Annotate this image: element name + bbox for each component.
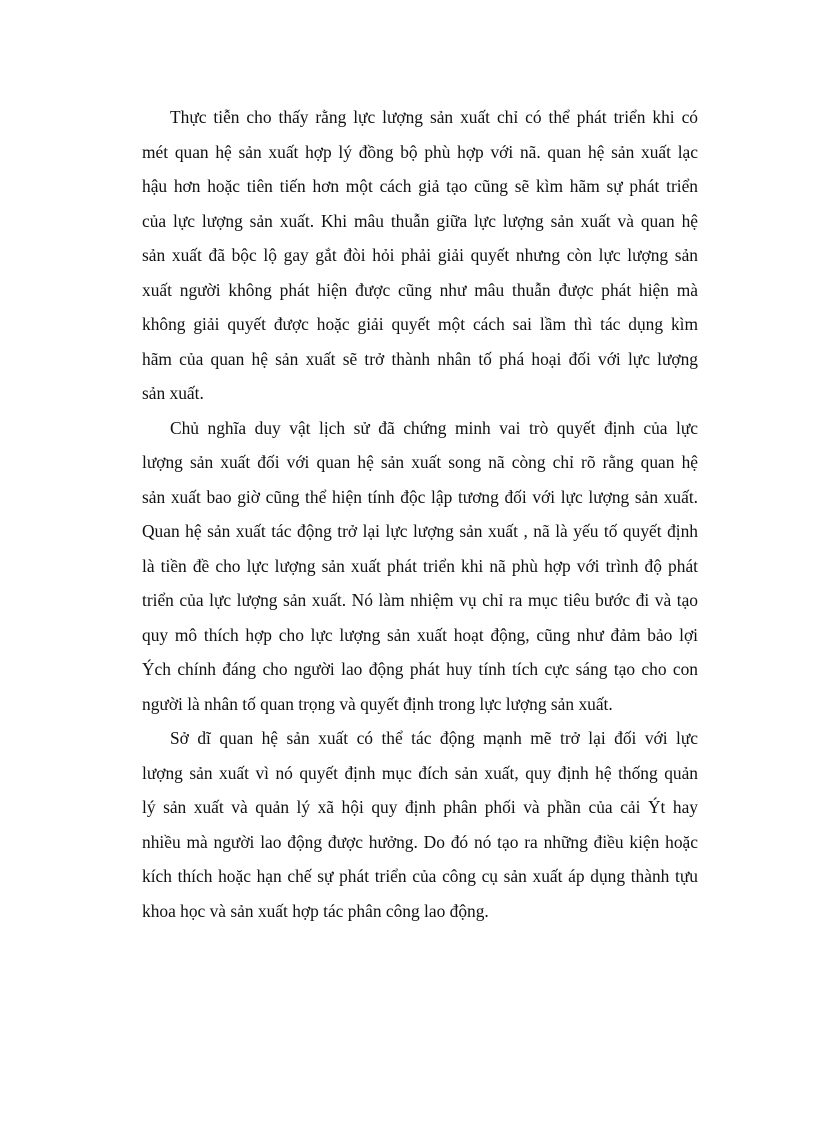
paragraph-line: kích thích hoặc hạn chế sự phát triển của công cụ sản xuất áp dụng thành tựu bbox=[142, 866, 698, 886]
paragraph-line: hậu hơn hoặc tiên tiến hơn một cách giả tạo cũng sẽ kìm hãm sự phát triển bbox=[142, 176, 698, 196]
paragraph-line: Quan hệ sản xuất tác động trở lại lực lượng sản xuất , nã là yếu tố quyết định bbox=[142, 521, 698, 541]
paragraph-line: không giải quyết được hoặc giải quyết một cách sai lầm thì tác dụng kìm bbox=[142, 314, 698, 334]
body-text bbox=[142, 100, 698, 928]
paragraph-1 bbox=[142, 100, 698, 411]
paragraph-line: hãm của quan hệ sản xuất sẽ trở thành nhân tố phá hoại đối với lực lượng bbox=[142, 348, 698, 369]
paragraph-line: của lực lượng sản xuất. Khi mâu thuẫn giữa lực lượng sản xuất và quan hệ bbox=[142, 210, 698, 231]
paragraph-3 bbox=[142, 721, 698, 928]
paragraph-line: Thực tiễn cho thấy rằng lực lượng sản xuất chỉ có thể phát triển khi có bbox=[170, 107, 698, 127]
paragraph-line: sản xuất. bbox=[142, 383, 204, 403]
paragraph-line: người là nhân tố quan trọng và quyết định trong lực lượng sản xuất. bbox=[142, 693, 613, 714]
paragraph-line: sản xuất bao giờ cũng thể hiện tính độc lập tương đối với lực lượng sản xuất. bbox=[142, 486, 698, 507]
paragraph-line: triển của lực lượng sản xuất. Nó làm nhiệm vụ chỉ ra mục tiêu bước đi và tạo bbox=[142, 590, 698, 610]
paragraph-line: mét quan hệ sản xuất hợp lý đồng bộ phù hợp với nã. quan hệ sản xuất lạc bbox=[142, 141, 698, 162]
paragraph-line: lý sản xuất và quản lý xã hội quy định phân phối và phần của cải Ýt hay bbox=[142, 797, 698, 817]
paragraph-line: khoa học và sản xuất hợp tác phân công lao động. bbox=[142, 900, 489, 921]
paragraph-line: quy mô thích hợp cho lực lượng sản xuất hoạt động, cũng như đảm bảo lợi bbox=[142, 624, 698, 645]
paragraph-line: Sở dĩ quan hệ sản xuất có thể tác động mạnh mẽ trở lại đối với lực bbox=[170, 728, 698, 748]
paragraph-line: lượng sản xuất vì nó quyết định mục đích sản xuất, quy định hệ thống quản bbox=[142, 762, 698, 783]
paragraph-line: nhiều mà người lao động được hưởng. Do đó nó tạo ra những điều kiện hoặc bbox=[142, 831, 698, 852]
paragraph-line: xuất người không phát hiện được cũng như mâu thuẫn được phát hiện mà bbox=[142, 279, 698, 300]
paragraph-2 bbox=[142, 411, 698, 722]
paragraph-line: Chủ nghĩa duy vật lịch sử đã chứng minh vai trò quyết định của lực bbox=[170, 417, 698, 438]
paragraph-line: sản xuất đã bộc lộ gay gắt đòi hỏi phải giải quyết nhưng còn lực lượng sản bbox=[142, 245, 698, 265]
paragraph-line: Ých chính đáng cho người lao động phát huy tính tích cực sáng tạo cho con bbox=[142, 659, 698, 679]
paragraph-line: là tiền đề cho lực lượng sản xuất phát triển khi nã phù hợp với trình độ phát bbox=[142, 555, 698, 576]
paragraph-line: lượng sản xuất đối với quan hệ sản xuất song nã còng chỉ rõ rằng quan hệ bbox=[142, 452, 698, 472]
